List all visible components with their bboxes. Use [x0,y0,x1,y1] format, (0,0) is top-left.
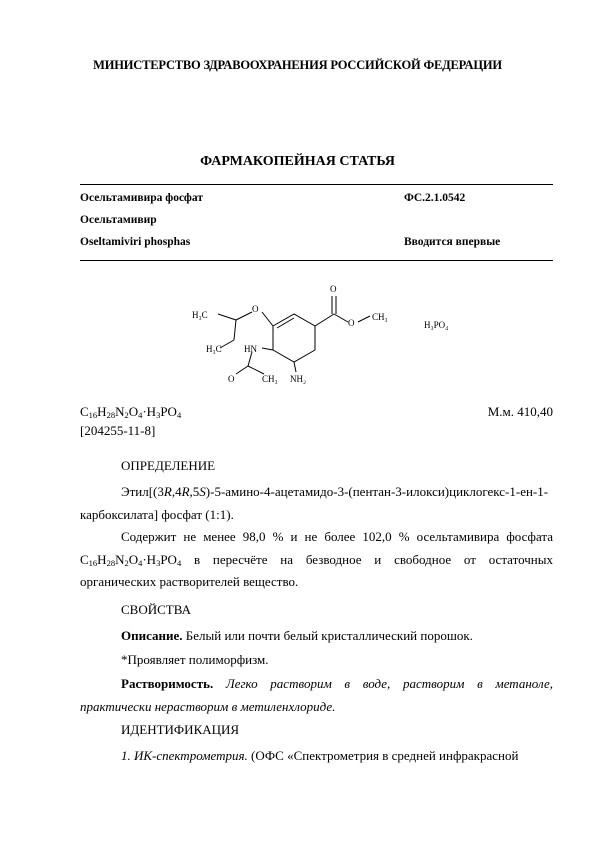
molecular-formula: $C_{16}H_{28}N_2O_4\cdot H_3PO_4$ [80,404,182,420]
structure-ether-oxygen: O [252,304,259,314]
structure-amide-ch3: CH₃ [262,374,278,384]
structure-bonds [218,296,370,374]
ministry-header: МИНИСТЕРСТВО ЗДРАВООХРАНЕНИЯ РОССИЙСКОЙ ФЕДЕРАЦИИ [93,58,502,72]
solubility-text: Растворимость. Легко растворим в воде, растворим в метаноле, практически нерастворим в метиленхлориде. [80,676,553,714]
definition-text: Этил[(3R,4R,5S)-5-амино-4-ацетамидо-3-(пентан-3-илокси)циклогекс-1-ен-1-карбоксилата] фосфат (1:1). [80,484,549,522]
structure-nh2: NH₂ [290,374,307,384]
structure-hn: HN [244,344,257,354]
heading-definition: ОПРЕДЕЛЕНИЕ [121,458,216,473]
structure-amide-oxygen: O [228,374,235,384]
structure-ester-oxygen: O [348,318,355,328]
heading-identification: ИДЕНТИФИКАЦИЯ [121,722,240,737]
content-text: Содержит не менее 98,0 % и не более 102,0 % осельтамивира фосфата $C_{16}H_{28}N_2O_4\cdot H_3PO_4$ в пересчёте на безводное и свободное от остаточных органических растворителей вещество. [80,529,553,589]
molecular-weight: М.м. 410,40 [487,404,553,419]
document-code: ФС.2.1.0542 [404,192,466,204]
structure-ester-ch3: CH₃ [372,312,388,322]
cas-number: [204255-11-8] [80,423,156,438]
chemical-structure [170,270,470,390]
status-note: Вводится впервые [404,236,501,248]
divider-bottom [80,260,553,261]
description-text: Описание. Белый или почти белый кристаллический порошок. [121,628,473,643]
name-russian-alt: Осельтамивир [80,214,157,226]
structure-h3c-bottom: H₃C [206,344,222,354]
structure-carbonyl-oxygen: O [330,284,337,294]
name-latin: Oseltamiviri phosphas [80,236,191,248]
heading-properties: СВОЙСТВА [121,602,191,617]
structure-acid: H₃PO₄ [424,320,449,330]
divider-top [80,184,553,185]
polymorph-note: *Проявляет полиморфизм. [121,652,269,667]
document-type-title: ФАРМАКОПЕЙНАЯ СТАТЬЯ [200,154,395,169]
structure-h3c-top: H₃C [192,310,208,320]
name-russian: Осельтамивира фосфат [80,192,203,204]
ident-ir-text: 1. ИК-спектрометрия. (ОФС «Спектрометрия в средней инфракрасной [121,748,519,763]
